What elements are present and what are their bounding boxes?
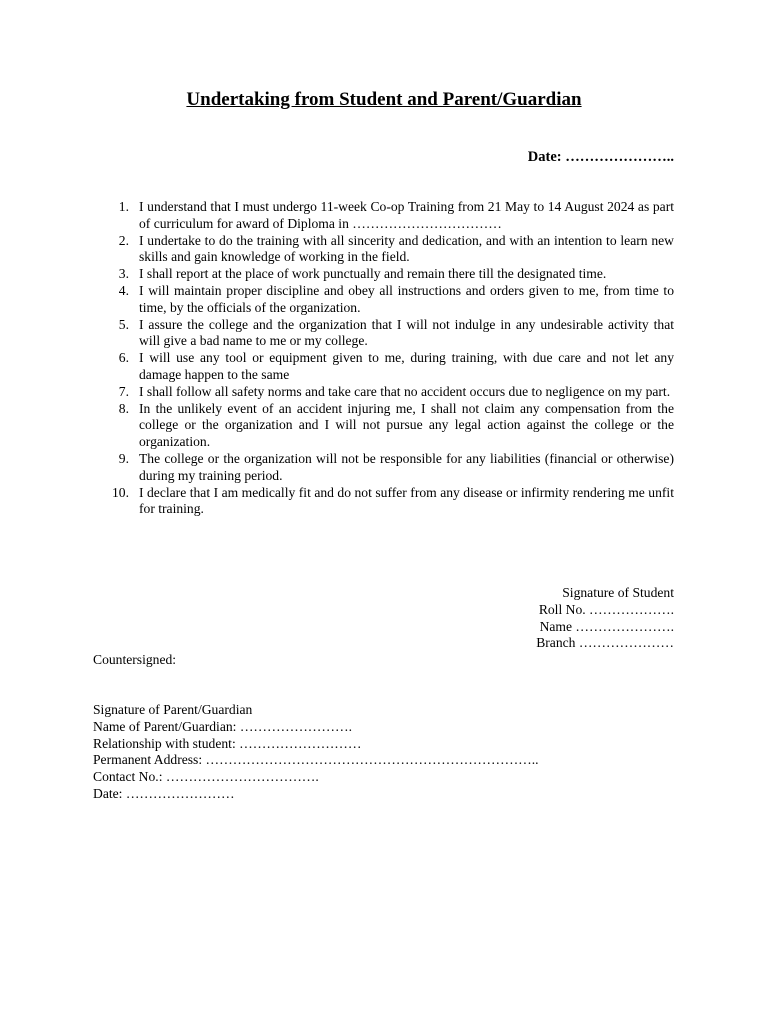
term-item xyxy=(93,199,674,233)
term-text: I assure the college and the organization that I will not indulge in any undesirable activity that will give a bad name to me or my college. xyxy=(139,316,674,349)
term-number: 2. xyxy=(118,232,129,248)
date-line: Date: ………………….. xyxy=(527,149,674,165)
term-item xyxy=(93,485,674,519)
term-number: 7. xyxy=(118,383,129,399)
student-branch-field: Branch ………………… xyxy=(536,635,674,651)
student-signature-label: Signature of Student xyxy=(562,585,674,600)
undertaking-terms-list xyxy=(93,199,674,518)
countersigned-label: Countersigned: xyxy=(93,652,177,667)
student-roll-no-field: Roll No. ………………. xyxy=(538,601,674,617)
term-item xyxy=(93,283,674,317)
student-name-field: Name …………………. xyxy=(539,618,674,634)
contact-no-field: Contact No.: ……………………………. xyxy=(93,769,319,785)
term-text: I undertake to do the training with all sincerity and dedication, and with an intention to learn new skills and gain knowledge of working in the field. xyxy=(139,232,674,265)
term-item xyxy=(93,266,674,283)
term-text: The college or the organization will not be responsible for any liabilities (financial or otherwise) during my training period. xyxy=(139,450,674,483)
term-text: In the unlikely event of an accident injuring me, I shall not claim any compensation from the college or the organization and I will not pursue any legal action against the college or the organization. xyxy=(139,400,674,450)
term-item xyxy=(93,451,674,485)
student-signature-block xyxy=(536,585,674,652)
term-number: 9. xyxy=(118,450,129,466)
term-text: I shall follow all safety norms and take care that no accident occurs due to negligence on my part. xyxy=(139,383,671,399)
term-item xyxy=(93,317,674,351)
term-number: 10. xyxy=(112,484,129,500)
term-item xyxy=(93,384,674,401)
relationship-field: Relationship with student: ……………………… xyxy=(93,735,362,751)
term-item xyxy=(93,233,674,267)
term-number: 5. xyxy=(118,316,129,332)
term-item xyxy=(93,401,674,451)
parent-guardian-block xyxy=(93,702,539,803)
parent-signature-label: Signature of Parent/Guardian xyxy=(93,702,253,717)
term-item xyxy=(93,350,674,384)
permanent-address-field: Permanent Address: ……………………………………………………………….. xyxy=(93,752,539,768)
term-text: I will use any tool or equipment given to me, during training, with due care and not let any damage happen to the same xyxy=(139,350,674,382)
term-text: I declare that I am medically fit and do not suffer from any disease or infirmity rendering me unfit for training. xyxy=(139,484,674,517)
term-number: 3. xyxy=(118,266,129,282)
term-text: I will maintain proper discipline and obey all instructions and orders given to me, from time to time, by the officials of the organization. xyxy=(139,282,674,315)
term-number: 8. xyxy=(118,400,129,416)
term-text: I shall report at the place of work punctually and remain there till the designated time. xyxy=(139,266,607,282)
term-number: 1. xyxy=(118,199,129,214)
document-title: Undertaking from Student and Parent/Guardian xyxy=(186,89,582,110)
parent-name-field: Name of Parent/Guardian: ……………………. xyxy=(93,718,352,734)
term-number: 4. xyxy=(118,282,129,298)
term-number: 6. xyxy=(118,350,129,366)
term-text: I understand that I must undergo 11-week Co-op Training from 21 May to 14 August 2024 as part of curriculum for award of Diploma in …………………………… xyxy=(139,199,674,231)
parent-date-field: Date: …………………… xyxy=(93,785,235,801)
